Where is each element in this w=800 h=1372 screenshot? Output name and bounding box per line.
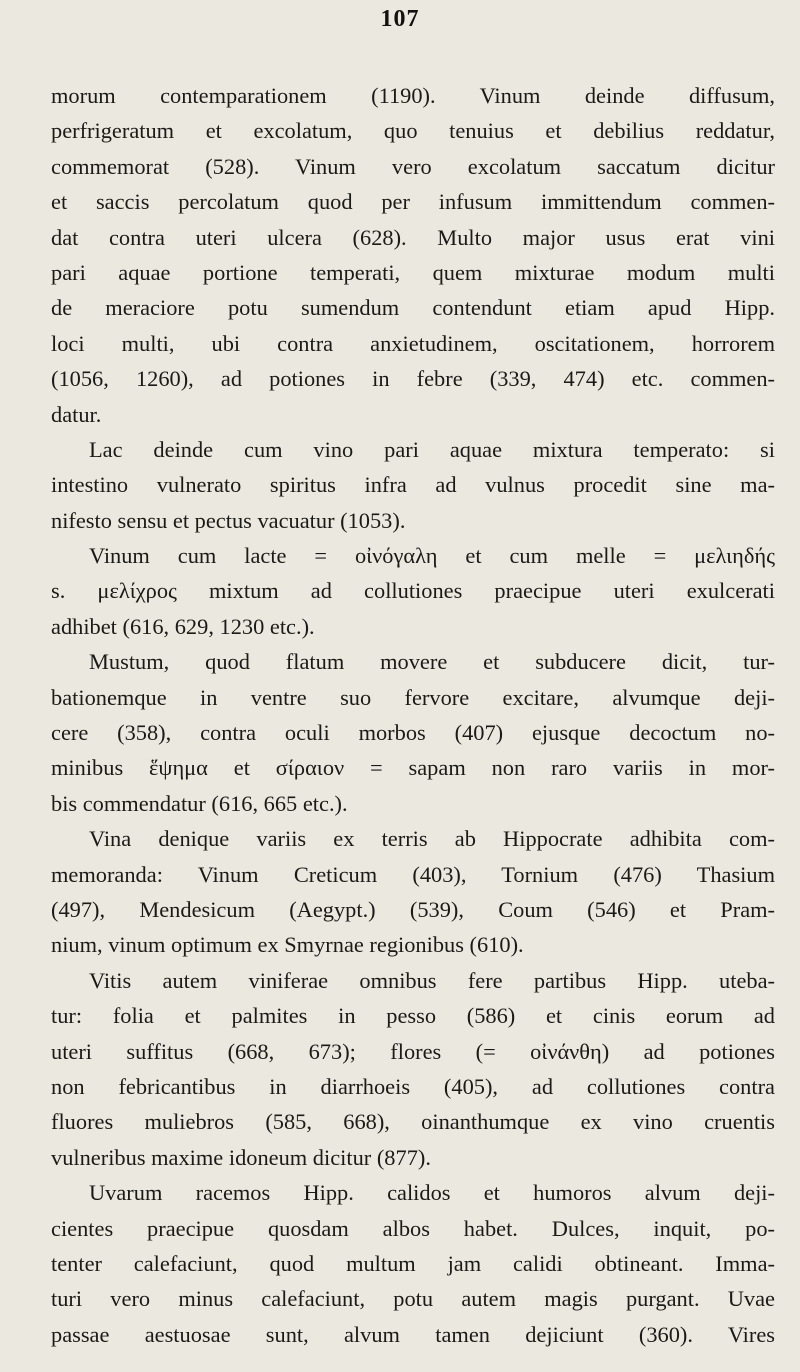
- text-line: bis commendatur (616, 665 etc.).: [51, 790, 348, 816]
- text-line: tenter calefaciunt, quod multum jam calidi obtineant. Imma-: [51, 1250, 775, 1276]
- text-line: et saccis percolatum quod per infusum immittendum commen-: [51, 189, 775, 215]
- text-line: morum contemparationem (1190). Vinum deinde diffusum,: [51, 83, 775, 108]
- text-line: de meraciore potu sumendum contendunt etiam apud Hipp.: [51, 295, 775, 321]
- text-line: datur.: [51, 401, 102, 427]
- text-line: non febricantibus in diarrhoeis (405), ad collutiones contra: [51, 1073, 775, 1099]
- text-line: minibus ἕψημα et σίραιον = sapam non raro variis in mor-: [51, 755, 775, 781]
- text-line: Lac deinde cum vino pari aquae mixtura temperato: si: [89, 436, 775, 462]
- text-line: (1056, 1260), ad potiones in febre (339, 474) etc. commen-: [51, 366, 775, 392]
- text-line: dat contra uteri ulcera (628). Multo major usus erat vini: [51, 224, 775, 250]
- text-line: cere (358), contra oculi morbos (407) ejusque decoctum no-: [51, 720, 775, 746]
- text-line: uteri suffitus (668, 673); flores (= οἰνάνθη) ad potiones: [51, 1038, 775, 1064]
- text-line: intestino vulnerato spiritus infra ad vulnus procedit sine ma-: [51, 472, 775, 498]
- text-line: adhibet (616, 629, 1230 etc.).: [51, 613, 315, 639]
- text-line: loci multi, ubi contra anxietudinem, oscitationem, horrorem: [51, 330, 775, 356]
- text-line: pari aquae portione temperati, quem mixturae modum multi: [51, 259, 775, 285]
- text-line: s. μελίχρος mixtum ad collutiones praecipue uteri exulcerati: [51, 578, 775, 604]
- text-line: nium, vinum optimum ex Smyrnae regionibus (610).: [51, 932, 524, 958]
- text-line: Uvarum racemos Hipp. calidos et humoros alvum deji-: [89, 1180, 775, 1206]
- text-line: vulneribus maxime idoneum dicitur (877).: [51, 1144, 431, 1170]
- text-line: Mustum, quod flatum movere et subducere dicit, tur-: [89, 649, 775, 675]
- text-line: cientes praecipue quosdam albos habet. Dulces, inquit, po-: [51, 1215, 775, 1241]
- text-line: perfrigeratum et excolatum, quo tenuius et debilius reddatur,: [51, 118, 775, 144]
- text-line: fluores muliebros (585, 668), oinanthumque ex vino cruentis: [51, 1109, 775, 1135]
- text-line: turi vero minus calefaciunt, potu autem magis purgant. Uvae: [51, 1286, 775, 1312]
- text-line: nifesto sensu et pectus vacuatur (1053).: [51, 507, 406, 533]
- page-number: 107: [380, 6, 420, 32]
- text-line: Vitis autem viniferae omnibus fere partibus Hipp. uteba-: [89, 967, 775, 993]
- text-line: Vina denique variis ex terris ab Hippocrate adhibita com-: [89, 826, 775, 852]
- text-line: bationemque in ventre suo fervore excitare, alvumque deji-: [51, 684, 775, 710]
- text-line: passae aestuosae sunt, alvum tamen dejiciunt (360). Vires: [51, 1321, 775, 1347]
- text-line: (497), Mendesicum (Aegypt.) (539), Coum (546) et Pram-: [51, 896, 775, 922]
- text-line: tur: folia et palmites in pesso (586) et cinis eorum ad: [51, 1003, 775, 1029]
- text-line: memoranda: Vinum Creticum (403), Tornium (476) Thasium: [51, 861, 775, 887]
- body-text: [51, 78, 775, 1352]
- text-line: Vinum cum lacte = οἰνόγαλη et cum melle = μελιηδής: [89, 543, 775, 569]
- text-line: commemorat (528). Vinum vero excolatum saccatum dicitur: [51, 153, 775, 179]
